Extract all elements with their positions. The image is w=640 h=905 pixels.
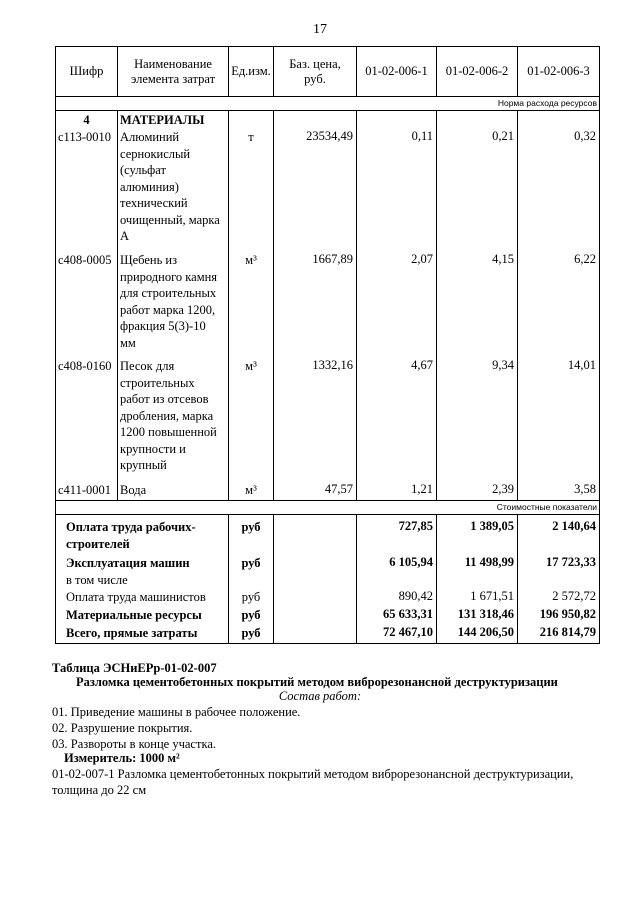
summary-value-1: 890,42 <box>398 589 433 603</box>
header-col1: 01-02-006-1 <box>365 64 428 78</box>
row-name: Алюминий сернокислый (сульфат алюминия) технический очищенный, марка А <box>120 130 220 243</box>
row-code: с408-0005 <box>58 253 112 267</box>
summary-unit: руб <box>241 520 261 534</box>
row-name: Песок для строительных работ из отсевов дробления, марка 1200 повышенной крупности и крупный <box>120 359 217 472</box>
row-value-2: 9,34 <box>492 358 514 372</box>
row-unit: м³ <box>245 253 257 267</box>
item-description-cont: толщина до 22 см <box>52 783 147 797</box>
row-code: с113-0010 <box>58 130 111 144</box>
summary-value-2: 1 389,05 <box>470 519 514 533</box>
row-unit: т <box>248 130 254 144</box>
norm-caption: Норма расхода ресурсов <box>497 98 597 108</box>
header-price: Баз. цена, руб. <box>289 56 341 86</box>
row-price: 1332,16 <box>312 358 353 372</box>
row-value-2: 4,15 <box>492 252 514 266</box>
item-description: 01-02-007-1 Разломка цементобетонных покрытий методом виброрезонансной деструктуризации, <box>52 767 574 781</box>
header-col2: 01-02-006-2 <box>445 64 509 78</box>
work-item: 02. Разрушение покрытия. <box>52 721 193 735</box>
row-unit: м³ <box>245 483 257 497</box>
summary-value-1: 6 105,94 <box>389 555 433 569</box>
row-price: 23534,49 <box>306 129 353 143</box>
row-price: 1667,89 <box>312 252 353 266</box>
summary-value-3: 196 950,82 <box>539 607 596 621</box>
measure-unit: Измеритель: 1000 м² <box>64 751 180 765</box>
summary-value-2: 1 671,51 <box>470 589 514 603</box>
row-value-3: 6,22 <box>574 252 596 266</box>
row-code: с408-0160 <box>58 359 112 373</box>
work-item: 03. Развороты в конце участка. <box>52 737 216 751</box>
summary-value-1: 65 633,31 <box>383 607 433 621</box>
header-name: Наименование элемента затрат <box>130 56 216 86</box>
summary-value-1: 72 467,10 <box>383 625 433 639</box>
works-heading: Состав работ: <box>278 689 362 703</box>
section-number: 4 <box>83 113 90 127</box>
row-value-1: 4,67 <box>411 358 433 372</box>
summary-label: Оплата труда рабочих- строителей <box>66 520 196 551</box>
summary-label: Материальные ресурсы <box>66 608 202 622</box>
summary-value-3: 2 572,72 <box>552 589 596 603</box>
row-name: Щебень из природного камня для строительных работ марка 1200, фракция 5(3)-10 мм <box>120 253 218 350</box>
work-item: 01. Приведение машины в рабочее положение. <box>52 705 301 719</box>
summary-label: Всего, прямые затраты <box>66 626 198 640</box>
row-value-3: 3,58 <box>574 482 596 496</box>
row-value-3: 0,32 <box>574 129 596 143</box>
row-name: Вода <box>120 483 147 497</box>
summary-unit: руб <box>241 626 261 640</box>
next-table-id: Таблица ЭСНиЕРр-01-02-007 <box>52 661 217 675</box>
summary-value-3: 2 140,64 <box>552 519 596 533</box>
row-price: 47,57 <box>324 482 353 496</box>
header-unit: Ед.изм. <box>231 64 271 78</box>
summary-value-1: 727,85 <box>398 519 433 533</box>
page-number: 17 <box>313 22 327 37</box>
norm-divider <box>55 110 600 111</box>
summary-value-3: 216 814,79 <box>539 625 596 639</box>
summary-value-3: 17 723,33 <box>546 555 596 569</box>
header-code: Шифр <box>69 64 104 78</box>
row-value-1: 0,11 <box>411 129 433 143</box>
row-value-2: 0,21 <box>492 129 514 143</box>
summary-unit: руб <box>241 590 261 604</box>
row-value-3: 14,01 <box>567 358 596 372</box>
summary-value-2: 131 318,46 <box>457 607 514 621</box>
row-value-2: 2,39 <box>492 482 514 496</box>
summary-label: Оплата труда машинистов <box>66 590 206 604</box>
summary-unit: руб <box>241 556 261 570</box>
section-title: МАТЕРИАЛЫ <box>120 113 205 127</box>
summary-unit: руб <box>241 608 261 622</box>
row-code: с411-0001 <box>58 483 111 497</box>
summary-value-2: 144 206,50 <box>457 625 514 639</box>
row-value-1: 1,21 <box>411 482 433 496</box>
summary-value-2: 11 498,99 <box>464 555 514 569</box>
row-value-1: 2,07 <box>411 252 433 266</box>
next-table-title: Разломка цементобетонных покрытий методом виброрезонансной деструктуризации <box>76 675 558 689</box>
cost-caption: Стоимостные показатели <box>496 502 597 512</box>
summary-label: Эксплуатация машин в том числе <box>66 556 190 587</box>
header-col3: 01-02-006-3 <box>527 64 590 78</box>
row-unit: м³ <box>245 359 257 373</box>
